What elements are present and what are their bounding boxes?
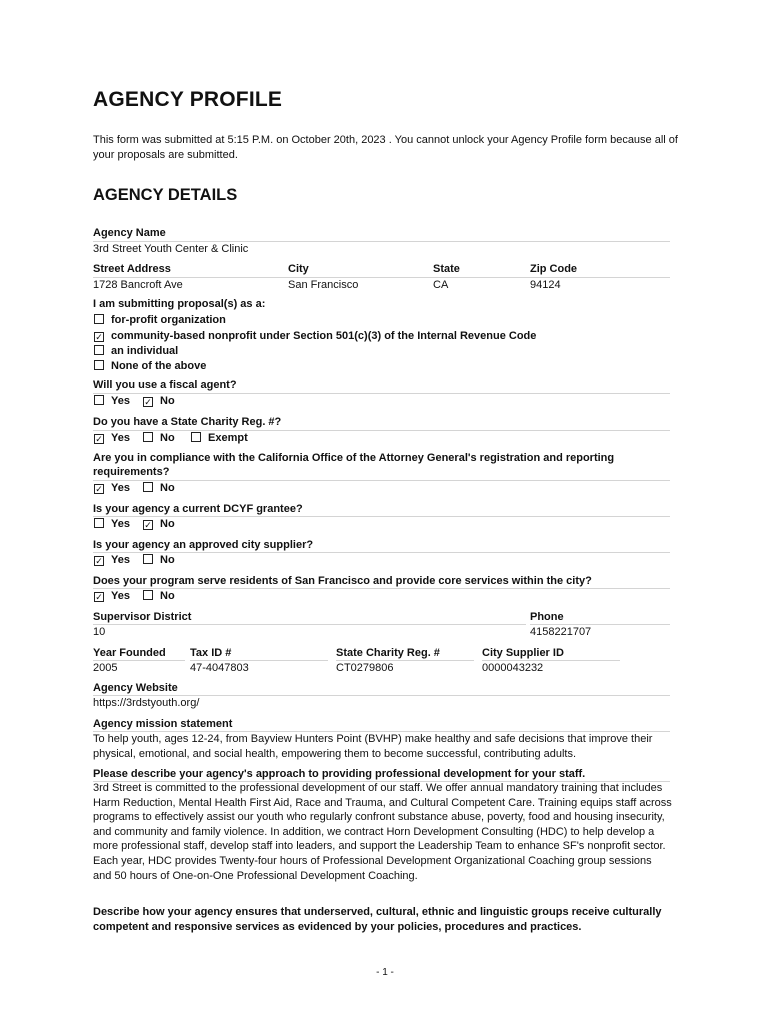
divider	[93, 480, 670, 481]
divider	[93, 588, 670, 589]
phone-value: 4158221707	[530, 626, 592, 638]
mission-label: Agency mission statement	[93, 718, 233, 730]
state-value: CA	[433, 279, 449, 291]
city-supplier-id-value: 0000043232	[482, 662, 544, 674]
submission-notice: This form was submitted at 5:15 P.M. on October 20th, 2023 . You cannot unlock your Agency Profile form because all of your proposals are submitted.	[93, 134, 678, 161]
checkbox-checked-icon: ✓	[95, 434, 103, 444]
agency-name-label: Agency Name	[93, 227, 166, 239]
charity-reg-yes: ✓ Yes	[95, 432, 130, 444]
checkbox-icon	[143, 432, 153, 442]
checkbox-icon	[94, 395, 104, 405]
checkbox-icon	[191, 432, 201, 442]
city-supplier-question: Is your agency an approved city supplier?	[93, 539, 314, 551]
street-address-label: Street Address	[93, 263, 171, 275]
prof-dev-label: Please describe your agency's approach to providing professional development for your staff.	[93, 768, 586, 780]
charity-reg-exempt: Exempt	[191, 431, 248, 445]
divider	[93, 516, 670, 517]
checkbox-checked-icon: ✓	[95, 556, 103, 566]
submitting-as-question: I am submitting proposal(s) as a:	[93, 298, 266, 310]
checkbox-icon	[143, 590, 153, 600]
checkbox-checked-icon: ✓	[144, 520, 152, 530]
state-charity-reg-value: CT0279806	[336, 662, 394, 674]
page-number: - 1 -	[376, 967, 394, 978]
checkbox-icon	[143, 482, 153, 492]
checkbox-checked-icon: ✓	[144, 397, 152, 407]
dcyf-yes: Yes	[94, 517, 130, 531]
city-supplier-id-label: City Supplier ID	[482, 647, 564, 659]
compliance-no: No	[143, 481, 175, 495]
divider	[93, 624, 526, 625]
page-title: AGENCY PROFILE	[93, 88, 283, 111]
checkbox-icon	[94, 345, 104, 355]
zip-code-label: Zip Code	[530, 263, 578, 275]
divider	[93, 552, 670, 553]
zip-code-value: 94124	[530, 279, 561, 291]
tax-id-label: Tax ID #	[190, 647, 232, 659]
checkbox-icon	[94, 518, 104, 528]
checkbox-checked-icon: ✓	[95, 592, 103, 602]
mission-statement: To help youth, ages 12-24, from Bayview Hunters Point (BVHP) make healthy and safe decisions that improve their physical, emotional, and social health, empowering them to become successful, contributing adults.	[93, 733, 653, 760]
city-supplier-no: No	[143, 553, 175, 567]
year-founded-label: Year Founded	[93, 647, 166, 659]
state-charity-reg-label: State Charity Reg. #	[336, 647, 440, 659]
city-value: San Francisco	[288, 279, 359, 291]
year-founded-value: 2005	[93, 662, 118, 674]
serve-sf-yes: ✓ Yes	[95, 590, 130, 602]
prof-dev-response: 3rd Street is committed to the professional development of our staff. We offer annual mandatory training that includes Harm Reduction, Mental Health First Aid, Race and Trauma, and Cultural Competent Care. Training equips staff across programs to effectively assist our youth who regularly confront substance abuse, poverty, food and housing insecurity, and community and family violence. In addition, we contract Horn Development Consulting (HDC) to help develop a more professional staff, develop staff into leaders, and support the Leadership Team to enhance SF's nonprofit sector. Each year, HDC provides Twenty-four hours of Professional Development Organizational Coaching group sessions and 50 hours of One-on-One Professional Development Coaching.	[93, 782, 672, 882]
city-supplier-yes: ✓ Yes	[95, 554, 130, 566]
website-value: https://3rdstyouth.org/	[93, 697, 200, 709]
divider	[93, 393, 670, 394]
fiscal-agent-yes: Yes	[94, 394, 130, 408]
phone-label: Phone	[530, 611, 564, 623]
checkbox-icon	[143, 554, 153, 564]
fiscal-agent-no: ✓ No	[144, 395, 175, 407]
serve-sf-no: No	[143, 589, 175, 603]
option-none-of-above: None of the above	[94, 359, 206, 373]
checkbox-icon	[94, 360, 104, 370]
option-individual: an individual	[94, 344, 178, 358]
supervisor-district-label: Supervisor District	[93, 611, 192, 623]
compliance-question: Are you in compliance with the California Office of the Attorney General's registration and reporting requirements?	[93, 452, 615, 478]
supervisor-district-value: 10	[93, 626, 106, 638]
street-address-value: 1728 Bancroft Ave	[93, 279, 183, 291]
divider	[93, 430, 670, 431]
dcyf-grantee-question: Is your agency a current DCYF grantee?	[93, 503, 303, 515]
section-title: AGENCY DETAILS	[93, 186, 238, 204]
charity-reg-question: Do you have a State Charity Reg. #?	[93, 416, 282, 428]
checkbox-checked-icon: ✓	[95, 332, 103, 342]
option-nonprofit-501c3: ✓ community-based nonprofit under Section 501(c)(3) of the Internal Revenue Code	[95, 330, 537, 342]
tax-id-value: 47-4047803	[190, 662, 249, 674]
dcyf-no: ✓ No	[144, 518, 175, 530]
option-for-profit: for-profit organization	[94, 313, 226, 327]
checkbox-checked-icon: ✓	[95, 484, 103, 494]
checkbox-icon	[94, 314, 104, 324]
fiscal-agent-question: Will you use a fiscal agent?	[93, 379, 237, 391]
serve-sf-question: Does your program serve residents of San Francisco and provide core services within the city?	[93, 575, 592, 587]
city-label: City	[288, 263, 309, 275]
charity-reg-no: No	[143, 431, 175, 445]
underserved-groups-question: Describe how your agency ensures that underserved, cultural, ethnic and linguistic groups receive culturally competent and responsive services as evidenced by your policies, procedures and practices.	[93, 906, 662, 933]
agency-name-value: 3rd Street Youth Center & Clinic	[93, 243, 249, 255]
compliance-yes: ✓ Yes	[95, 482, 130, 494]
state-label: State	[433, 263, 460, 275]
website-label: Agency Website	[93, 682, 178, 694]
